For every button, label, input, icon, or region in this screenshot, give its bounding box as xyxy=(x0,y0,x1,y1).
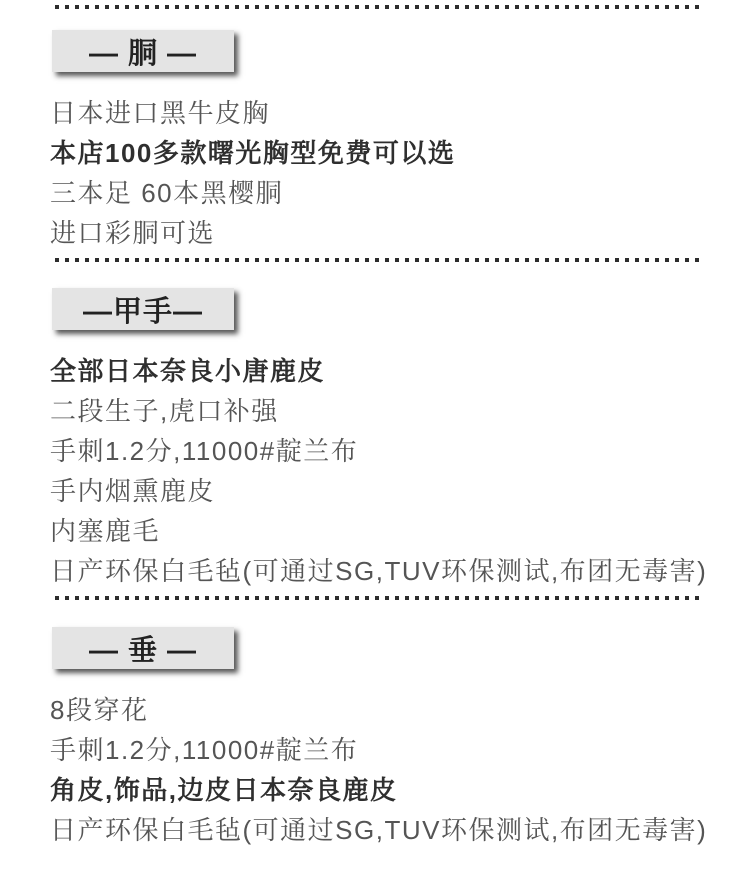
section-header-tare xyxy=(52,627,234,669)
spec-line: 8段穿花 xyxy=(50,695,149,725)
spec-line: 二段生子,虎口补强 xyxy=(50,396,279,426)
spec-line: 日产环保白毛毡(可通过SG,TUV环保测试,布团无毒害) xyxy=(50,815,708,845)
spec-line: 本店100多款曙光胸型免费可以选 xyxy=(50,138,456,168)
spec-line: 手内烟熏鹿皮 xyxy=(50,476,216,506)
spec-list-dou xyxy=(50,93,750,253)
section-title: — 胴 — xyxy=(88,37,198,70)
spec-line: 日本进口黑牛皮胸 xyxy=(50,98,271,128)
section-divider xyxy=(55,258,703,262)
spec-line: 内塞鹿毛 xyxy=(50,516,161,546)
section-divider xyxy=(55,5,703,9)
section-header-kote xyxy=(52,288,234,330)
spec-list-kote xyxy=(50,351,750,591)
spec-line: 日产环保白毛毡(可通过SG,TUV环保测试,布团无毒害) xyxy=(50,556,708,586)
spec-line: 角皮,饰品,边皮日本奈良鹿皮 xyxy=(50,775,398,805)
section-title: — 垂 — xyxy=(88,634,198,667)
section-divider xyxy=(55,596,703,600)
spec-line: 进口彩胴可选 xyxy=(50,218,216,248)
spec-line: 手刺1.2分,11000#靛兰布 xyxy=(50,436,359,466)
spec-line: 三本足 60本黑樱胴 xyxy=(50,178,284,208)
section-title: —甲手— xyxy=(82,295,203,328)
spec-line: 手刺1.2分,11000#靛兰布 xyxy=(50,735,359,765)
spec-line: 全部日本奈良小唐鹿皮 xyxy=(50,356,326,386)
section-header-dou xyxy=(52,30,234,72)
spec-list-tare xyxy=(50,690,750,850)
